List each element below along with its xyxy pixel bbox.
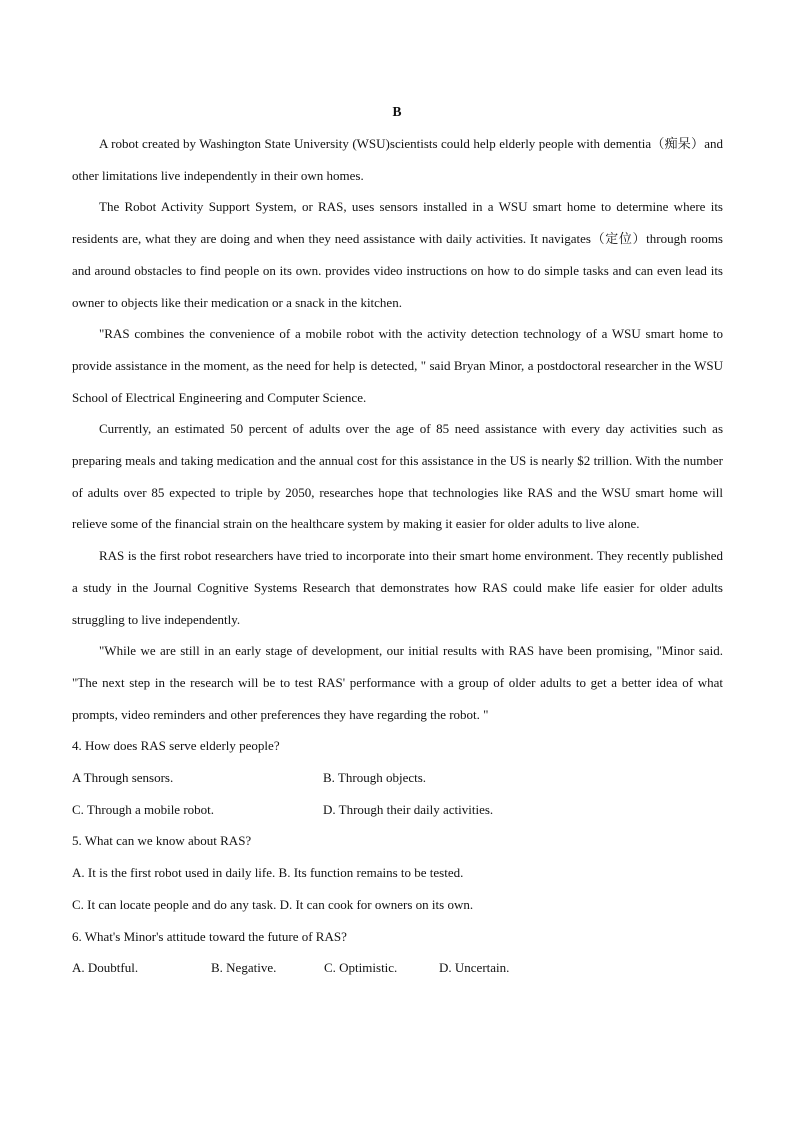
question-6-option-b: B. Negative. — [211, 960, 277, 976]
paragraph-1: A robot created by Washington State University (WSU)scientists could help elderly people with dementia（痴呆）and other limitations live independently in their own homes. — [72, 136, 723, 183]
passage-body — [72, 128, 723, 984]
question-4-option-d: D. Through their daily activities. — [323, 801, 494, 817]
paragraph-3: "RAS combines the convenience of a mobile robot with the activity detection technology of a WSU smart home to provide assistance in the moment, as the need for help is detected, " said Bryan Minor, a postdoctoral researcher in the WSU School of Electrical Engineering and Computer Science. — [72, 326, 723, 405]
question-6-options — [72, 952, 723, 984]
paragraph-6: "While we are still in an early stage of development, our initial results with RAS have been promising, "Minor said. "The next step in the research will be to test RAS' performance with a group of older adults to get a better idea of what prompts, video reminders and other preferences they have regarding the robot. " — [72, 643, 723, 722]
question-4-stem: 4. How does RAS serve elderly people? — [72, 738, 280, 754]
question-6-option-c: C. Optimistic. — [324, 960, 398, 976]
question-4-options-row-1 — [72, 762, 723, 794]
question-4-option-a: A Through sensors. — [72, 770, 174, 786]
question-5 — [72, 825, 723, 920]
paragraph-4: Currently, an estimated 50 percent of adults over the age of 85 need assistance with every day activities such as preparing meals and taking medication and the annual cost for this assistance in the US is nearly $2 trillion. With the number of adults over 85 expected to triple by 2050, researches hope that technologies like RAS and the WSU smart home will relieve some of the financial strain on the healthcare system by making it easier for older adults to live alone. — [72, 421, 723, 532]
question-5-stem: 5. What can we know about RAS? — [72, 833, 252, 849]
question-6-stem: 6. What's Minor's attitude toward the future of RAS? — [72, 928, 347, 944]
question-6-option-d: D. Uncertain. — [439, 960, 510, 976]
paragraph-5: RAS is the first robot researchers have tried to incorporate into their smart home environment. They recently published a study in the Journal Cognitive Systems Research that demonstrates how RAS could make life easier for older adults struggling to live independently. — [72, 548, 723, 627]
question-5-options-ab: A. It is the first robot used in daily life. B. Its function remains to be tested. — [72, 865, 464, 881]
question-4 — [72, 730, 723, 825]
section-heading: B — [392, 104, 402, 119]
question-4-options-row-2 — [72, 794, 723, 826]
question-4-option-c: C. Through a mobile robot. — [72, 801, 215, 817]
question-6 — [72, 921, 723, 984]
paragraph-2: The Robot Activity Support System, or RAS, uses sensors installed in a WSU smart home to determine where its residents are, what they are doing and when they need assistance with daily activities. It navigates（定位）through rooms and around obstacles to find people on its own. provides video instructions on how to do simple tasks and can even lead its owner to objects like their medication or a snack in the kitchen. — [72, 199, 723, 310]
question-6-option-a: A. Doubtful. — [72, 960, 139, 976]
question-5-options-cd: C. It can locate people and do any task. D. It can cook for owners on its own. — [72, 896, 474, 912]
question-4-option-b: B. Through objects. — [323, 770, 427, 786]
